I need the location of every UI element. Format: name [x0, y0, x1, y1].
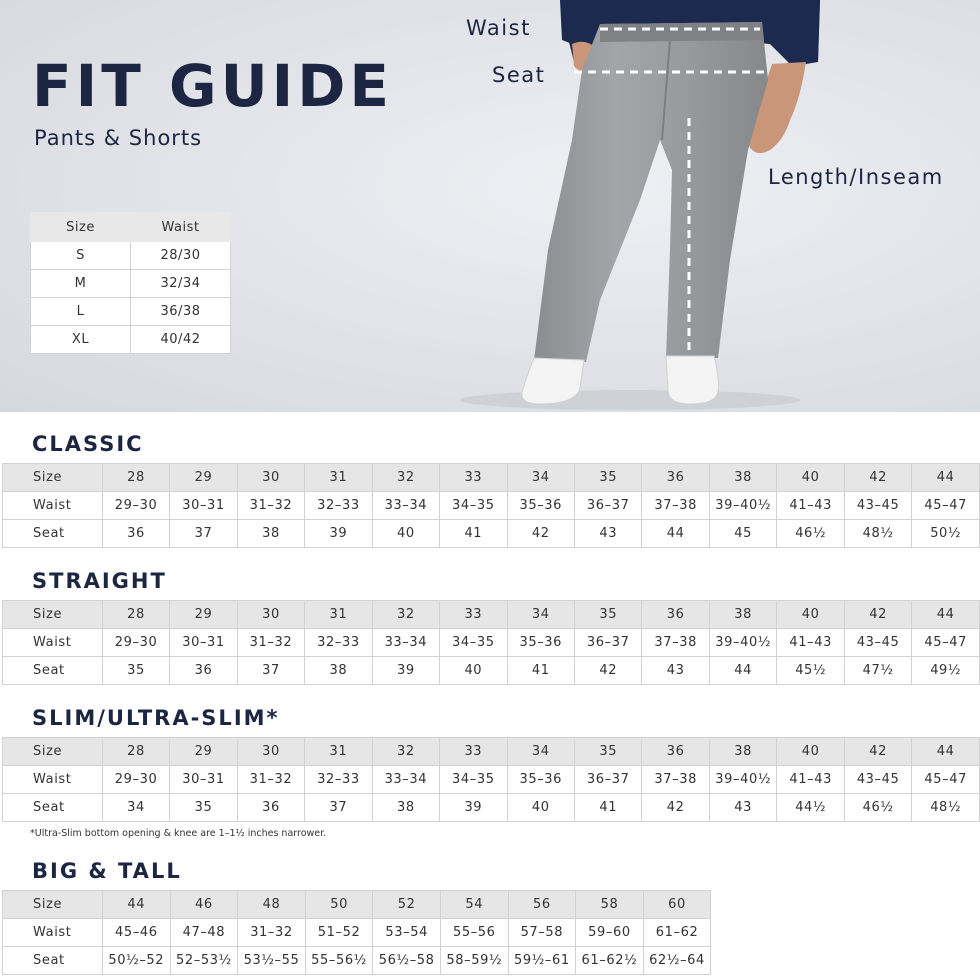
- table-cell: 54: [440, 891, 508, 919]
- table-cell: 40: [777, 464, 844, 492]
- table-cell: 32: [372, 601, 439, 629]
- table-cell: 44: [103, 891, 171, 919]
- table-cell: 41: [440, 520, 507, 548]
- table-cell: 34–35: [440, 492, 507, 520]
- table-cell: 38: [237, 520, 304, 548]
- classic-size-table: [2, 463, 980, 548]
- table-cell: 44: [912, 738, 980, 766]
- table-cell: 34–35: [440, 766, 507, 794]
- table-cell: 36–37: [575, 766, 642, 794]
- table-cell: 35–36: [507, 492, 574, 520]
- table-cell: 37–38: [642, 766, 709, 794]
- table-cell: 40: [507, 794, 574, 822]
- table-cell: 40/42: [131, 326, 231, 354]
- table-cell: 29: [170, 738, 237, 766]
- table-cell: 41–43: [777, 629, 844, 657]
- table-cell: 41: [575, 794, 642, 822]
- table-header-row: [31, 213, 231, 242]
- table-cell: 38: [372, 794, 439, 822]
- table-cell: 46: [170, 891, 238, 919]
- table-cell: 36: [642, 601, 709, 629]
- table-cell: 30: [237, 738, 304, 766]
- row-label-cell: Size: [3, 738, 103, 766]
- table-row: [3, 629, 980, 657]
- table-row: [3, 919, 711, 947]
- table-cell: 31: [305, 738, 372, 766]
- table-cell: 58–59½: [440, 947, 508, 975]
- table-cell: 40: [372, 520, 439, 548]
- table-cell: 31–32: [237, 492, 304, 520]
- row-label-cell: Seat: [3, 947, 103, 975]
- waist-measure-label: Waist: [466, 16, 531, 40]
- table-cell: 33–34: [372, 766, 439, 794]
- table-cell: 36/38: [131, 298, 231, 326]
- table-cell: 45–46: [103, 919, 171, 947]
- table-cell: 43–45: [844, 492, 911, 520]
- straight-size-table: [2, 600, 980, 685]
- table-cell: 47–48: [170, 919, 238, 947]
- table-cell: 51–52: [305, 919, 373, 947]
- table-cell: 45–47: [912, 766, 980, 794]
- table-cell: 44½: [777, 794, 844, 822]
- table-cell: 33: [440, 738, 507, 766]
- table-cell: 41–43: [777, 766, 844, 794]
- row-label-cell: Size: [3, 601, 103, 629]
- table-cell: 53½–55: [238, 947, 306, 975]
- table-cell: 39–40½: [709, 766, 777, 794]
- table-cell: 32: [372, 464, 439, 492]
- table-cell: 46½: [777, 520, 844, 548]
- table-cell: 33: [440, 601, 507, 629]
- table-cell: 31–32: [238, 919, 306, 947]
- table-cell: 36: [237, 794, 304, 822]
- table-cell: 29: [170, 601, 237, 629]
- row-label-cell: Seat: [3, 657, 103, 685]
- table-cell: 31: [305, 601, 372, 629]
- table-cell: 56: [508, 891, 576, 919]
- table-row: [31, 326, 231, 354]
- table-row: [31, 298, 231, 326]
- table-cell: 40: [440, 657, 507, 685]
- table-cell: 58: [576, 891, 644, 919]
- table-cell: 43: [642, 657, 709, 685]
- table-cell: 61–62: [643, 919, 711, 947]
- table-cell: 35: [170, 794, 237, 822]
- table-cell: 62½–64: [643, 947, 711, 975]
- table-cell: XL: [31, 326, 131, 354]
- row-label-cell: Size: [3, 464, 103, 492]
- slim-size-table: [2, 737, 980, 822]
- table-cell: 38: [305, 657, 372, 685]
- table-cell: 35: [575, 738, 642, 766]
- table-cell: 43–45: [844, 629, 911, 657]
- table-cell: 28: [102, 738, 169, 766]
- table-cell: 42: [844, 738, 911, 766]
- table-cell: 35: [575, 464, 642, 492]
- table-cell: 32–33: [305, 766, 372, 794]
- table-cell: 33: [440, 464, 507, 492]
- table-cell: 43: [575, 520, 642, 548]
- table-cell: 34: [507, 464, 574, 492]
- table-cell: 35: [102, 657, 169, 685]
- table-cell: 37: [305, 794, 372, 822]
- table-cell: 36: [642, 464, 709, 492]
- table-cell: 30: [237, 464, 304, 492]
- section-title-straight: STRAIGHT: [32, 569, 167, 593]
- table-cell: 50½: [912, 520, 980, 548]
- table-cell: 29–30: [102, 492, 169, 520]
- table-row: [3, 947, 711, 975]
- table-cell: 38: [709, 738, 777, 766]
- table-cell: 37–38: [642, 629, 709, 657]
- table-cell: 29: [170, 464, 237, 492]
- section-title-slim: SLIM/ULTRA-SLIM*: [32, 706, 280, 730]
- table-cell: 36–37: [575, 492, 642, 520]
- table-cell: 37–38: [642, 492, 709, 520]
- table-header-row: [3, 464, 980, 492]
- table-cell: 39: [440, 794, 507, 822]
- row-label-cell: Seat: [3, 794, 103, 822]
- table-cell: 45–47: [912, 492, 980, 520]
- table-cell: 29–30: [102, 629, 169, 657]
- row-label-cell: Waist: [3, 629, 103, 657]
- table-cell: 50½–52: [103, 947, 171, 975]
- table-cell: 31: [305, 464, 372, 492]
- table-cell: 37: [237, 657, 304, 685]
- table-cell: 42: [507, 520, 574, 548]
- row-label-cell: Size: [3, 891, 103, 919]
- table-cell: 59–60: [576, 919, 644, 947]
- table-cell: 61–62½: [576, 947, 644, 975]
- table-header-cell: Waist: [131, 213, 231, 242]
- table-header-cell: Size: [31, 213, 131, 242]
- hero-banner: [0, 0, 980, 412]
- table-row: [3, 492, 980, 520]
- table-cell: 40: [777, 738, 844, 766]
- table-cell: 44: [912, 464, 980, 492]
- ultra-slim-footnote: *Ultra-Slim bottom opening & knee are 1–1½ inches narrower.: [30, 828, 327, 839]
- table-cell: S: [31, 242, 131, 270]
- table-cell: 42: [844, 601, 911, 629]
- row-label-cell: Seat: [3, 520, 103, 548]
- table-cell: 46½: [844, 794, 911, 822]
- table-header-row: [3, 891, 711, 919]
- table-cell: 44: [709, 657, 777, 685]
- table-cell: 36: [102, 520, 169, 548]
- table-cell: 30: [237, 601, 304, 629]
- table-row: [3, 657, 980, 685]
- table-cell: 35–36: [507, 629, 574, 657]
- table-cell: 32–33: [305, 492, 372, 520]
- table-row: [3, 520, 980, 548]
- table-cell: 39–40½: [709, 629, 777, 657]
- table-cell: 29–30: [102, 766, 169, 794]
- table-cell: 48: [238, 891, 306, 919]
- table-header-row: [3, 601, 980, 629]
- table-cell: 45–47: [912, 629, 980, 657]
- table-cell: 42: [844, 464, 911, 492]
- length-inseam-label: Length/Inseam: [768, 165, 944, 189]
- table-cell: 34: [102, 794, 169, 822]
- row-label-cell: Waist: [3, 766, 103, 794]
- table-cell: 52: [373, 891, 441, 919]
- table-cell: 47½: [844, 657, 911, 685]
- table-cell: 34: [507, 738, 574, 766]
- table-cell: 30–31: [170, 492, 237, 520]
- section-title-classic: CLASSIC: [32, 432, 144, 456]
- table-cell: 39: [372, 657, 439, 685]
- section-title-big-tall: BIG & TALL: [32, 859, 182, 883]
- table-cell: 60: [643, 891, 711, 919]
- table-cell: 41: [507, 657, 574, 685]
- table-cell: 57–58: [508, 919, 576, 947]
- table-cell: 44: [642, 520, 709, 548]
- table-cell: 50: [305, 891, 373, 919]
- table-cell: 43: [709, 794, 777, 822]
- table-cell: 55–56½: [305, 947, 373, 975]
- table-cell: 36: [642, 738, 709, 766]
- table-cell: 32/34: [131, 270, 231, 298]
- table-cell: 44: [912, 601, 980, 629]
- seat-measure-label: Seat: [492, 63, 546, 87]
- table-cell: 31–32: [237, 766, 304, 794]
- table-cell: 31–32: [237, 629, 304, 657]
- table-cell: 45½: [777, 657, 844, 685]
- table-cell: 45: [709, 520, 777, 548]
- table-cell: 52–53½: [170, 947, 238, 975]
- table-cell: 35–36: [507, 766, 574, 794]
- table-cell: 32–33: [305, 629, 372, 657]
- table-cell: 48½: [844, 520, 911, 548]
- table-cell: 41–43: [777, 492, 844, 520]
- fit-guide-title: FIT GUIDE: [32, 52, 394, 120]
- table-cell: L: [31, 298, 131, 326]
- table-cell: 39: [305, 520, 372, 548]
- big-tall-size-table: [2, 890, 711, 975]
- table-cell: 28/30: [131, 242, 231, 270]
- table-row: [3, 766, 980, 794]
- table-cell: 55–56: [440, 919, 508, 947]
- table-cell: 30–31: [170, 629, 237, 657]
- table-cell: 30–31: [170, 766, 237, 794]
- table-header-row: [3, 738, 980, 766]
- table-row: [3, 794, 980, 822]
- table-cell: 39–40½: [709, 492, 777, 520]
- shorts-size-table: [30, 212, 231, 354]
- table-cell: 59½–61: [508, 947, 576, 975]
- table-cell: M: [31, 270, 131, 298]
- table-cell: 38: [709, 601, 777, 629]
- table-cell: 28: [102, 601, 169, 629]
- table-cell: 32: [372, 738, 439, 766]
- table-cell: 34–35: [440, 629, 507, 657]
- table-cell: 56½–58: [373, 947, 441, 975]
- table-cell: 48½: [912, 794, 980, 822]
- table-cell: 34: [507, 601, 574, 629]
- table-cell: 42: [642, 794, 709, 822]
- table-cell: 37: [170, 520, 237, 548]
- table-cell: 33–34: [372, 492, 439, 520]
- table-cell: 42: [575, 657, 642, 685]
- table-cell: 53–54: [373, 919, 441, 947]
- table-cell: 33–34: [372, 629, 439, 657]
- table-row: [31, 242, 231, 270]
- fit-guide-subtitle: Pants & Shorts: [34, 126, 203, 150]
- table-cell: 28: [102, 464, 169, 492]
- table-cell: 35: [575, 601, 642, 629]
- table-cell: 43–45: [844, 766, 911, 794]
- row-label-cell: Waist: [3, 492, 103, 520]
- row-label-cell: Waist: [3, 919, 103, 947]
- table-cell: 49½: [912, 657, 980, 685]
- table-cell: 36: [170, 657, 237, 685]
- table-cell: 40: [777, 601, 844, 629]
- table-cell: 36–37: [575, 629, 642, 657]
- table-cell: 38: [709, 464, 777, 492]
- table-row: [31, 270, 231, 298]
